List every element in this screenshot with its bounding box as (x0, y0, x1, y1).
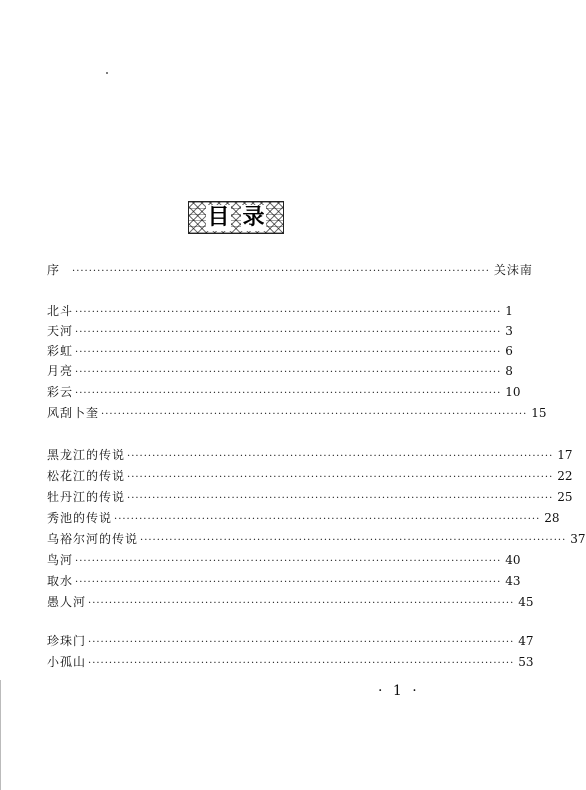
toc-entry-title: 鸟河 (47, 553, 74, 567)
toc-entry[interactable] (47, 509, 560, 528)
toc-entry-title: 彩虹 (47, 344, 74, 358)
toc-entry-page: 40 (505, 553, 521, 567)
toc-entry-title: 天河 (47, 324, 74, 338)
toc-entry-title: 序 (47, 263, 61, 277)
toc-entry-page: 1 (505, 304, 513, 318)
toc-entry-page: 8 (505, 364, 513, 378)
toc-entry-title: 愚人河 (47, 595, 87, 609)
leader-dots: ···································································································· (72, 266, 490, 277)
toc-heading-char-2: 录 (242, 204, 265, 230)
page-number: · 1 · (378, 683, 420, 699)
toc-entry-page: 53 (518, 655, 534, 669)
toc-entry[interactable] (47, 653, 534, 672)
toc-entry[interactable] (47, 322, 513, 341)
toc-entry-title: 彩云 (47, 385, 74, 399)
toc-entry[interactable] (47, 404, 547, 423)
leader-dots: ······································································································ (75, 367, 502, 378)
toc-entry[interactable] (47, 593, 534, 612)
toc-entry-title: 风刮卜奎 (47, 406, 100, 420)
toc-entry-page: 43 (505, 574, 521, 588)
leader-dots: ······································································································ (127, 451, 554, 462)
toc-entry-page: 3 (505, 324, 513, 338)
toc-entry-title: 小孤山 (47, 655, 87, 669)
toc-entry-page: 45 (518, 595, 534, 609)
toc-entry-title: 松花江的传说 (47, 469, 126, 483)
toc-entry-title: 秀池的传说 (47, 511, 113, 525)
toc-heading (188, 201, 284, 234)
toc-heading-char-1: 目 (207, 204, 230, 230)
toc-entry[interactable] (47, 551, 521, 570)
toc-entry[interactable] (47, 446, 573, 465)
toc-entry-title: 乌裕尔河的传说 (47, 532, 139, 546)
toc-entry-page: 10 (505, 385, 521, 399)
toc-entry[interactable] (47, 530, 586, 549)
toc-entry-title: 珍珠门 (47, 634, 87, 648)
toc-entry-page: 47 (518, 634, 534, 648)
leader-dots: ······································································································ (127, 493, 554, 504)
toc-entry[interactable] (47, 488, 573, 507)
toc-entry-title: 牡丹江的传说 (47, 490, 126, 504)
leader-dots: ······································································································ (75, 327, 502, 338)
leader-dots: ······································································································ (127, 472, 554, 483)
toc-entry-page: 22 (557, 469, 573, 483)
scan-edge-line (0, 680, 1, 790)
leader-dots: ······································································································ (88, 637, 515, 648)
toc-entry-title: 取水 (47, 574, 74, 588)
print-speck (106, 72, 108, 74)
toc-entry-preface[interactable] (47, 261, 533, 280)
leader-dots: ······································································································ (75, 556, 502, 567)
leader-dots: ······································································································ (75, 307, 502, 318)
toc-entry-page: 37 (570, 532, 586, 546)
leader-dots: ······································································································ (101, 409, 528, 420)
toc-entry-page: 25 (557, 490, 573, 504)
toc-entry-author: 关沫南 (493, 263, 533, 277)
leader-dots: ······································································································ (75, 347, 502, 358)
toc-entry-title: 月亮 (47, 364, 74, 378)
toc-entry-title: 北斗 (47, 304, 74, 318)
leader-dots: ······································································································ (88, 598, 515, 609)
toc-entry[interactable] (47, 632, 534, 651)
toc-entry-page: 6 (505, 344, 513, 358)
toc-entry-page: 15 (531, 406, 547, 420)
leader-dots: ······································································································ (114, 514, 541, 525)
leader-dots: ······································································································ (75, 577, 502, 588)
toc-entry-title: 黑龙江的传说 (47, 448, 126, 462)
toc-entry-page: 17 (557, 448, 573, 462)
leader-dots: ······································································································ (88, 658, 515, 669)
toc-entry[interactable] (47, 362, 513, 381)
toc-entry[interactable] (47, 302, 513, 321)
toc-entry-page: 28 (544, 511, 560, 525)
toc-entry[interactable] (47, 342, 513, 361)
leader-dots: ······································································································ (75, 388, 502, 399)
toc-entry[interactable] (47, 383, 521, 402)
leader-dots: ······································································································ (140, 535, 567, 546)
toc-entry[interactable] (47, 572, 521, 591)
toc-entry[interactable] (47, 467, 573, 486)
